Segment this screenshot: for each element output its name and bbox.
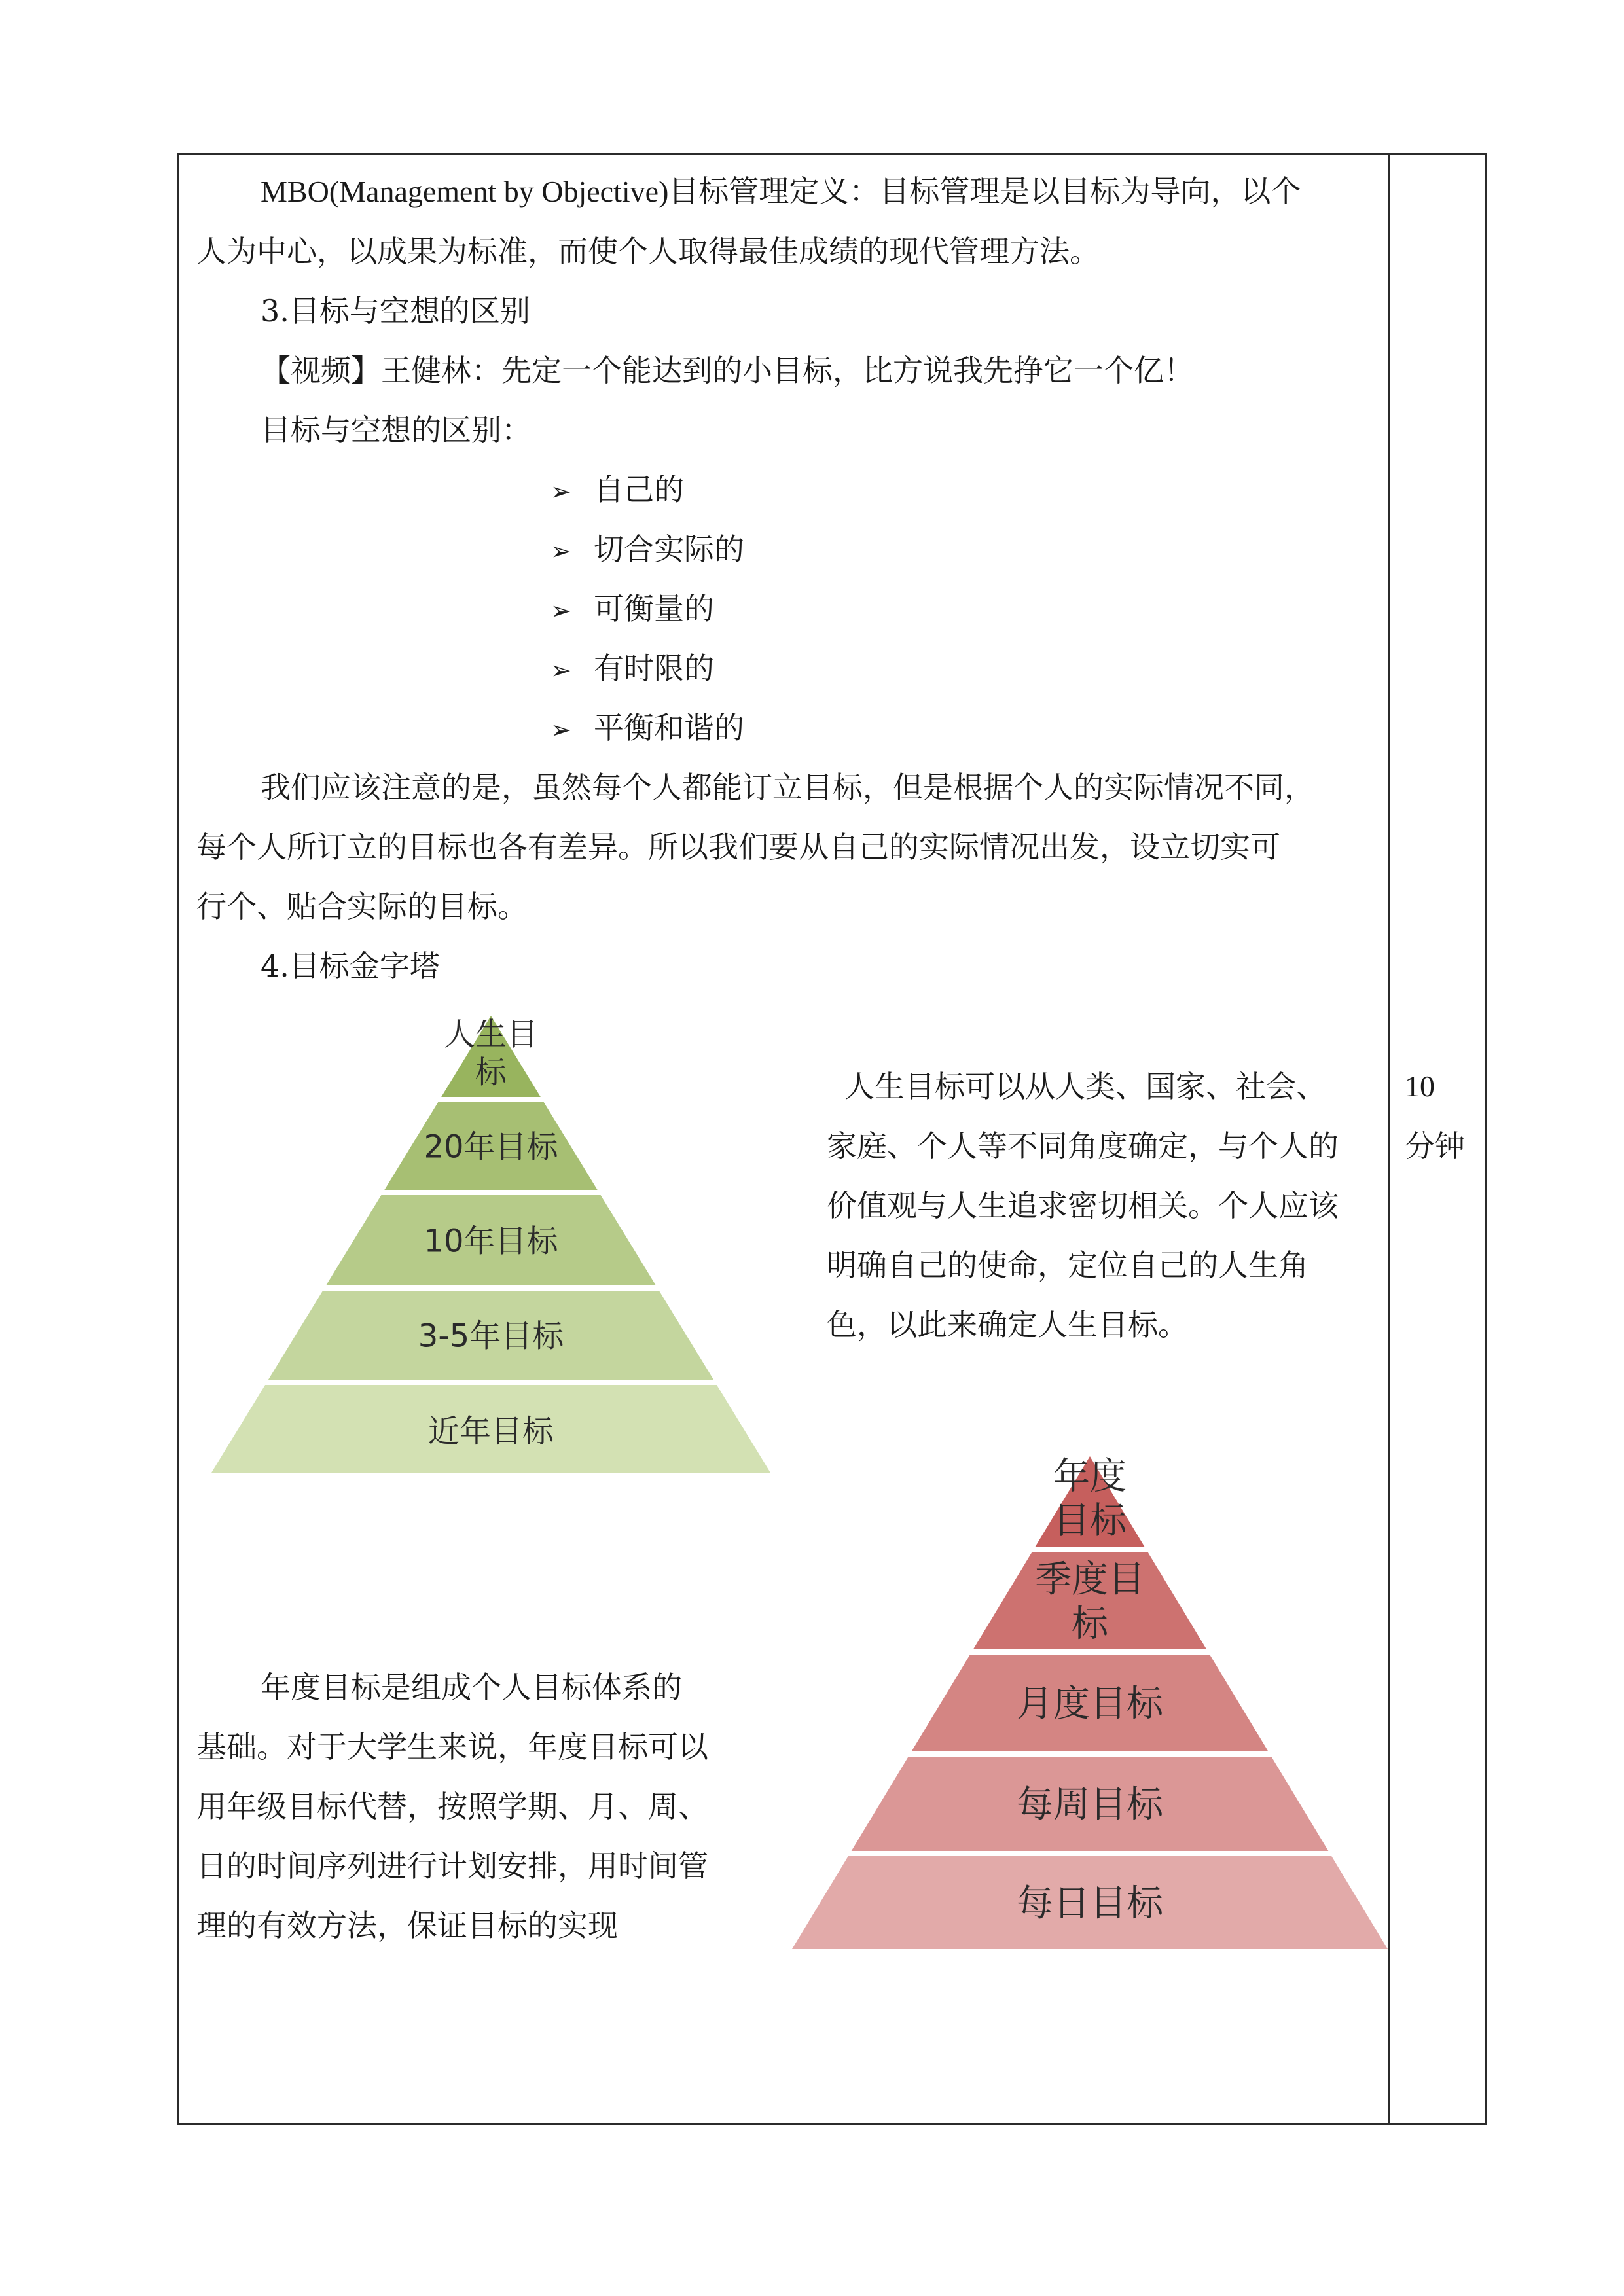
bullet-text: 切合实际的 <box>594 531 744 567</box>
annual-goal-text-line: 理的有效方法，保证目标的实现 <box>196 1908 618 1943</box>
green-tier-label: 10年目标 <box>424 1223 558 1260</box>
arrow-bullet-icon: ➢ <box>550 656 571 685</box>
annual-goal-text-line: 日的时间序列进行计划安排，用时间管 <box>196 1848 708 1884</box>
arrow-bullet-icon: ➢ <box>550 596 571 625</box>
time-unit: 分钟 <box>1405 1128 1465 1164</box>
green-tier-label: 20年目标 <box>424 1128 558 1166</box>
annual-goal-pyramid <box>779 1440 1407 1964</box>
green-tier-label: 人生目 <box>443 1016 539 1053</box>
red-tier-label: 月度目标 <box>1017 1683 1163 1726</box>
life-goal-text-line: 人生目标可以从人类、国家、社会、 <box>844 1069 1326 1104</box>
annual-goal-text-line: 用年级目标代替，按照学期、月、周、 <box>196 1789 708 1824</box>
bullet-item <box>550 649 714 690</box>
green-tier-label: 近年目标 <box>427 1412 554 1450</box>
red-tier-label: 标 <box>1072 1603 1108 1646</box>
life-goal-text-line: 明确自己的使命，定位自己的人生角 <box>827 1247 1308 1283</box>
video-reference: 【视频】王健林：先定一个能达到的小目标，比方说我先挣它一个亿！ <box>261 353 1194 388</box>
time-amount: 10 <box>1405 1069 1435 1103</box>
red-tier-label: 每日目标 <box>1017 1882 1163 1926</box>
green-tier-label: 标 <box>475 1054 507 1091</box>
life-goal-pyramid <box>190 1001 779 1473</box>
bullet-text: 平衡和谐的 <box>594 710 744 745</box>
bullet-item <box>550 529 744 571</box>
note-line2: 每个人所订立的目标也各有差异。所以我们要从自己的实际情况出发，设立切实可 <box>196 829 1280 865</box>
difference-intro: 目标与空想的区别： <box>261 412 532 448</box>
life-goal-text-line: 色，以此来确定人生目标。 <box>827 1307 1188 1342</box>
bullet-text: 自己的 <box>594 472 684 507</box>
bullet-item <box>550 589 714 630</box>
arrow-bullet-icon: ➢ <box>550 477 571 506</box>
annual-goal-text-line: 基础。对于大学生来说，年度目标可以 <box>196 1729 708 1765</box>
red-tier-label: 每周目标 <box>1017 1784 1163 1827</box>
life-goal-text-line: 家庭、个人等不同角度确定，与个人的 <box>827 1128 1339 1164</box>
section-heading-4: 4.目标金字塔 <box>261 948 440 984</box>
arrow-bullet-icon: ➢ <box>550 715 571 744</box>
life-goal-text-line: 价值观与人生追求密切相关。个人应该 <box>827 1188 1339 1223</box>
bullet-item <box>550 708 744 749</box>
note-line1: 我们应该注意的是，虽然每个人都能订立目标，但是根据个人的实际情况不同， <box>261 770 1314 805</box>
red-tier-label: 年度 <box>1053 1455 1127 1498</box>
annual-goal-text-line: 年度目标是组成个人目标体系的 <box>261 1670 682 1705</box>
section-heading-3: 3.目标与空想的区别 <box>261 293 530 329</box>
bullet-text: 可衡量的 <box>594 591 714 626</box>
mbo-definition-line2: 人为中心，以成果为标准，而使个人取得最佳成绩的现代管理方法。 <box>196 234 1100 269</box>
red-tier-label: 目标 <box>1053 1499 1127 1543</box>
bullet-text: 有时限的 <box>594 651 714 686</box>
bullet-item <box>550 470 684 511</box>
mbo-definition-line1: MBO(Management by Objective)目标管理定义：目标管理是以目标为导向，以个 <box>261 175 1301 208</box>
arrow-bullet-icon: ➢ <box>550 537 571 565</box>
red-tier-label: 季度目 <box>1035 1558 1145 1602</box>
green-tier-label: 3-5年目标 <box>418 1318 564 1355</box>
note-line3: 行个、贴合实际的目标。 <box>196 889 528 924</box>
